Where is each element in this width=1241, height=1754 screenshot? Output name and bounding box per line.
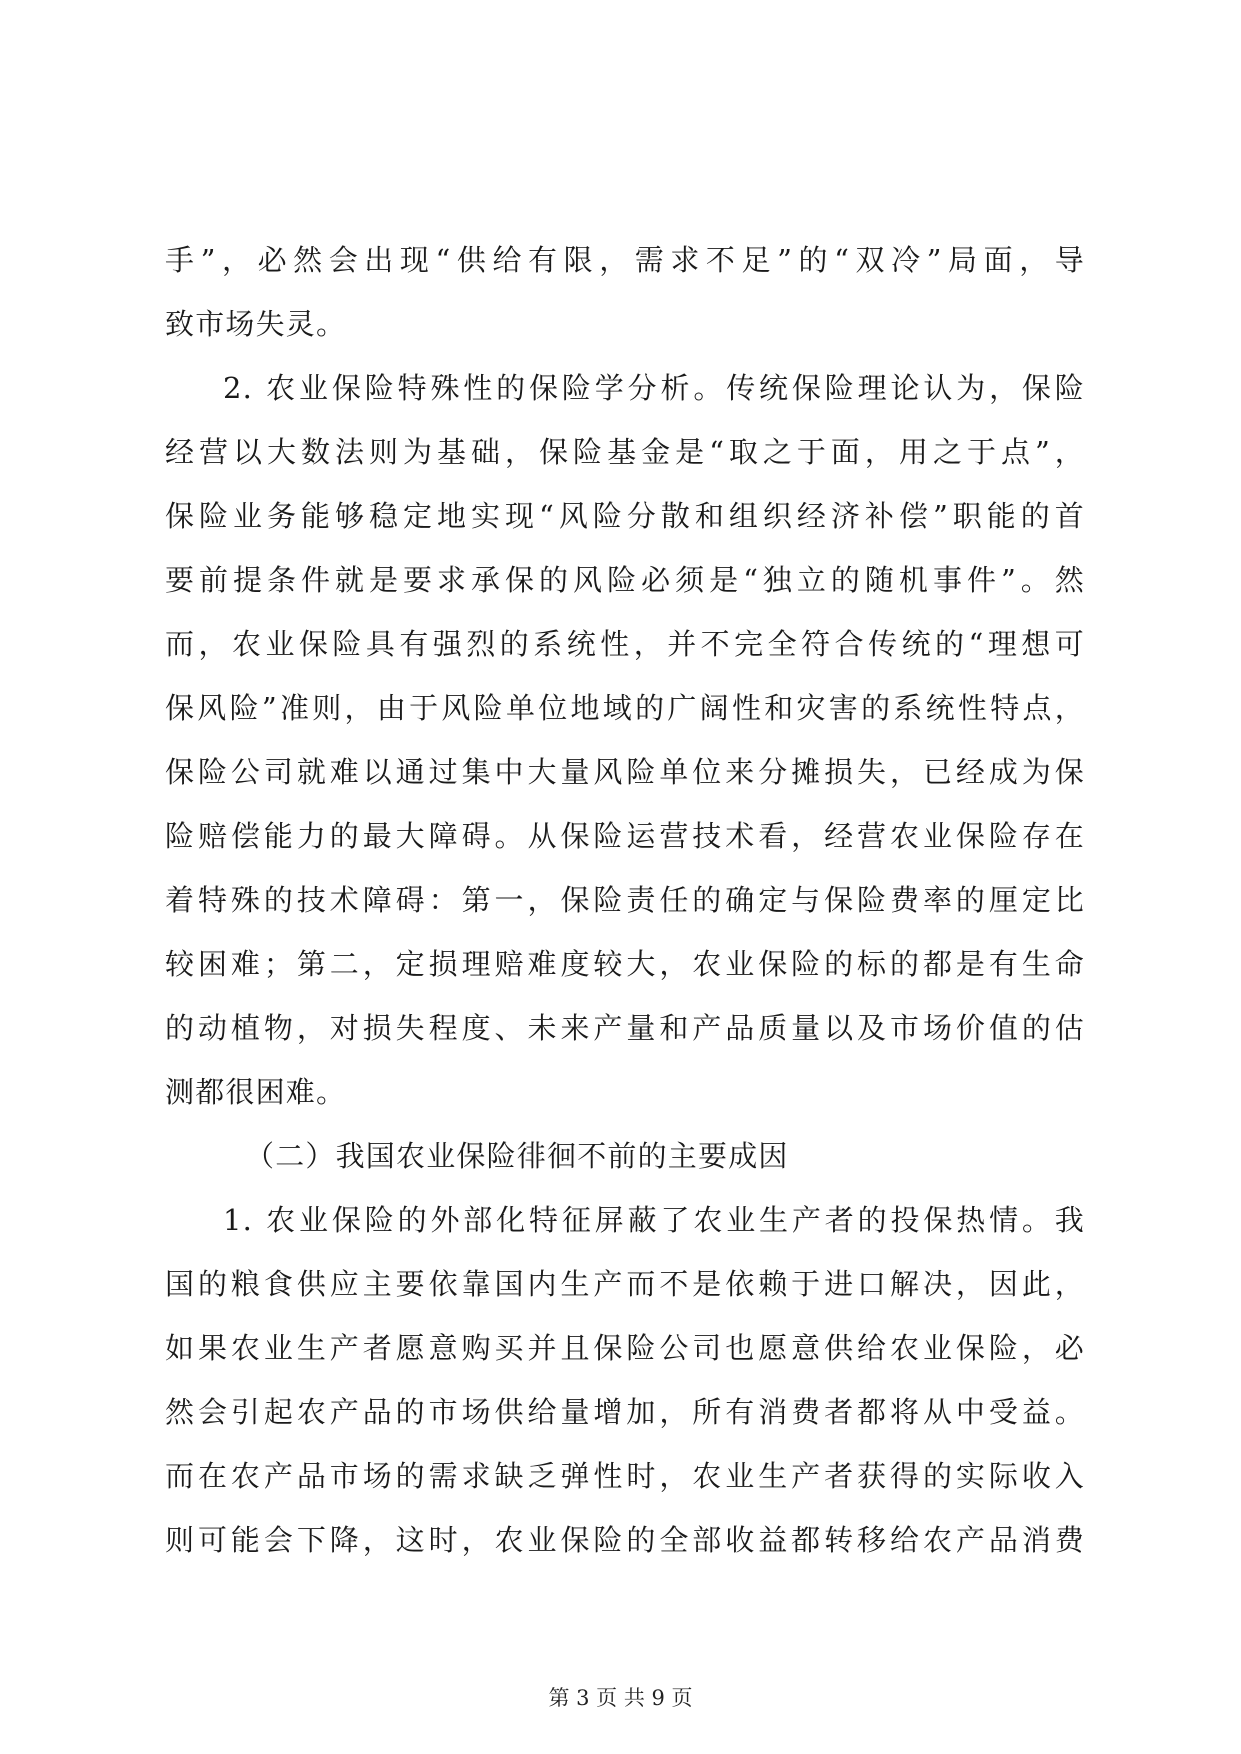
paragraph-line: 保险业务能够稳定地实现“风险分散和组织经济补偿”职能的首 xyxy=(165,499,1085,533)
paragraph-line: 保风险”准则，由于风险单位地域的广阔性和灾害的系统性特点， xyxy=(165,691,1085,725)
paragraph-line: 2. 农业保险特殊性的保险学分析。传统保险理论认为，保险 xyxy=(223,371,1085,405)
body-text xyxy=(165,228,1085,1572)
paragraph-line: 经营以大数法则为基础，保险基金是“取之于面，用之于点”， xyxy=(165,435,1085,469)
paragraph-line: 险赔偿能力的最大障碍。从保险运营技术看，经营农业保险存在 xyxy=(165,819,1085,853)
page-number: 第 3 页 共 9 页 xyxy=(548,1686,693,1710)
paragraph-line: 较困难；第二，定损理赔难度较大，农业保险的标的都是有生命 xyxy=(165,947,1085,981)
paragraph-line: 要前提条件就是要求承保的风险必须是“独立的随机事件”。然 xyxy=(165,563,1085,597)
paragraph-line: 1. 农业保险的外部化特征屏蔽了农业生产者的投保热情。我 xyxy=(223,1203,1085,1237)
paragraph-line: 手”，必然会出现“供给有限，需求不足”的“双冷”局面，导 xyxy=(165,243,1085,277)
paragraph-line: 如果农业生产者愿意购买并且保险公司也愿意供给农业保险，必 xyxy=(165,1331,1085,1365)
paragraph-line: 着特殊的技术障碍：第一，保险责任的确定与保险费率的厘定比 xyxy=(165,883,1085,917)
paragraph-line: 则可能会下降，这时，农业保险的全部收益都转移给农产品消费 xyxy=(165,1523,1085,1557)
paragraph-line: 保险公司就难以通过集中大量风险单位来分摊损失，已经成为保 xyxy=(165,755,1085,789)
paragraph-line: 然会引起农产品的市场供给量增加，所有消费者都将从中受益。 xyxy=(165,1395,1085,1429)
section-heading: （二）我国农业保险徘徊不前的主要成因 xyxy=(245,1139,789,1173)
paragraph-line: 国的粮食供应主要依靠国内生产而不是依赖于进口解决，因此， xyxy=(165,1267,1085,1301)
paragraph-line: 测都很困难。 xyxy=(165,1075,347,1109)
paragraph-line: 的动植物，对损失程度、未来产量和产品质量以及市场价值的估 xyxy=(165,1011,1085,1045)
paragraph-line: 而，农业保险具有强烈的系统性，并不完全符合传统的“理想可 xyxy=(165,627,1085,661)
paragraph-line: 而在农产品市场的需求缺乏弹性时，农业生产者获得的实际收入 xyxy=(165,1459,1085,1493)
paragraph-line: 致市场失灵。 xyxy=(165,307,347,341)
